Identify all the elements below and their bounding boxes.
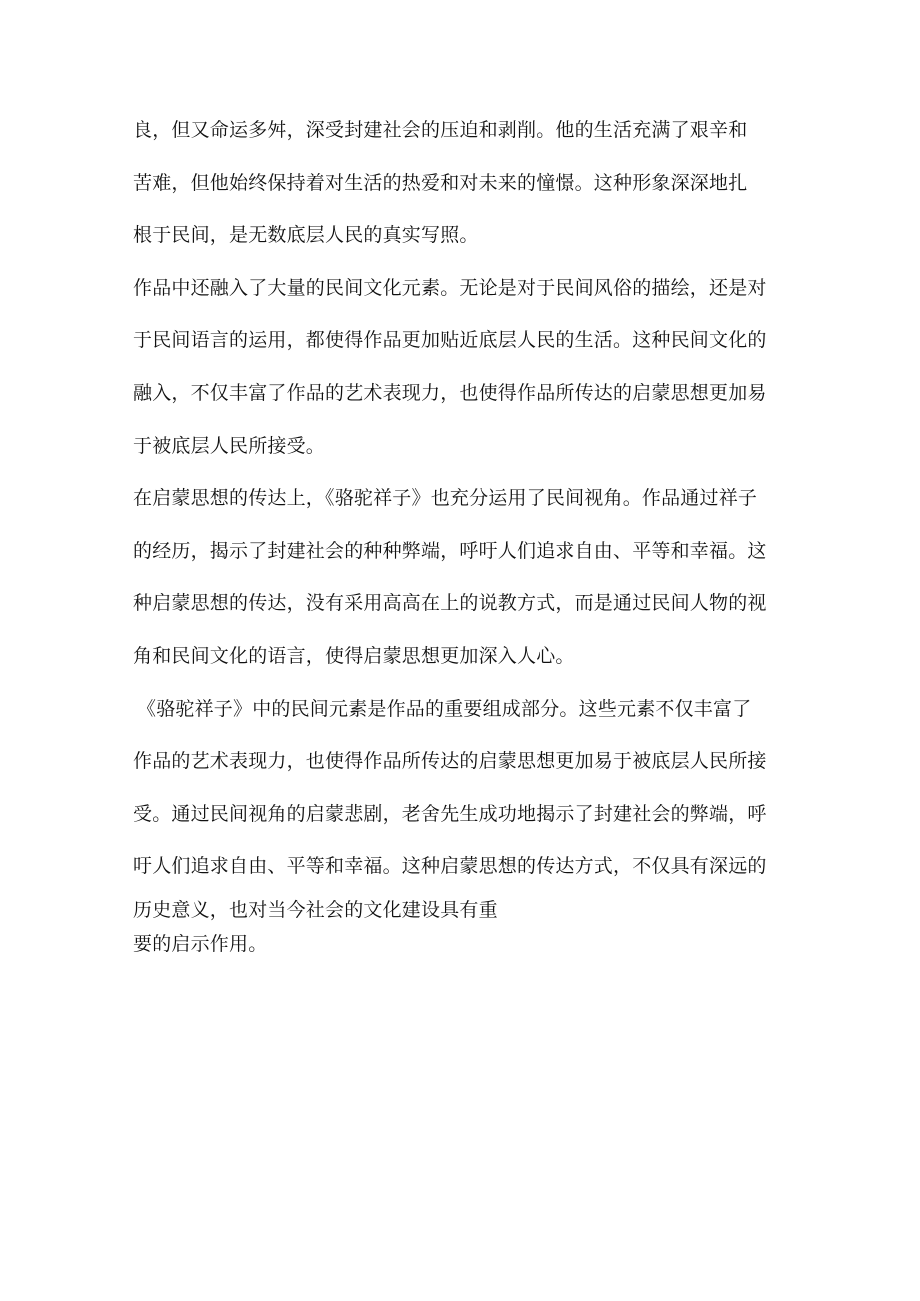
text-line: 吁人们追求自由、平等和幸福。这种启蒙思想的传达方式，不仅具有深远的 <box>133 855 767 878</box>
paragraph-1 <box>133 104 798 262</box>
text-line: 苦难，但他始终保持着对生活的热爱和对未来的憧憬。这种形象深深地扎 <box>133 171 748 194</box>
paragraph-2 <box>133 262 798 472</box>
document-body <box>133 104 798 961</box>
text-line: 作品的艺术表现力，也使得作品所传达的启蒙思想更加易于被底层人民所接 <box>133 750 767 773</box>
text-line: 于民间语言的运用，都使得作品更加贴近底层人民的生活。这种民间文化的 <box>133 329 767 352</box>
text-line: 受。通过民间视角的启蒙悲剧，老舍先生成功地揭示了封建社会的弊端，呼 <box>133 802 767 825</box>
text-line: 于被底层人民所接受。 <box>133 434 326 457</box>
text-line: 融入，不仅丰富了作品的艺术表现力，也使得作品所传达的启蒙思想更加易 <box>133 381 767 404</box>
text-line: 《骆驼祥子》中的民间元素是作品的重要组成部分。这些元素不仅丰富了 <box>137 697 752 720</box>
text-line: 根于民间，是无数底层人民的真实写照。 <box>133 224 479 247</box>
paragraph-4 <box>133 683 798 961</box>
text-line: 种启蒙思想的传达，没有采用高高在上的说教方式，而是通过民间人物的视 <box>133 592 767 615</box>
text-line: 的经历，揭示了封建社会的种种弊端，呼吁人们追求自由、平等和幸福。这 <box>133 539 767 562</box>
text-line: 良，但又命运多舛，深受封建社会的压迫和剥削。他的生活充满了艰辛和 <box>133 119 748 141</box>
text-line: 在启蒙思想的传达上，《骆驼祥子》也充分运用了民间视角。作品通过祥子 <box>133 487 758 510</box>
paragraph-3 <box>133 472 798 682</box>
text-line: 历史意义，也对当今社会的文化建设具有重 <box>133 898 498 921</box>
text-line: 要的启示作用。 <box>133 932 268 955</box>
text-line: 角和民间文化的语言，使得启蒙思想更加深入人心。 <box>133 644 575 667</box>
text-line: 作品中还融入了大量的民间文化元素。无论是对于民间风俗的描绘，还是对 <box>133 276 767 299</box>
